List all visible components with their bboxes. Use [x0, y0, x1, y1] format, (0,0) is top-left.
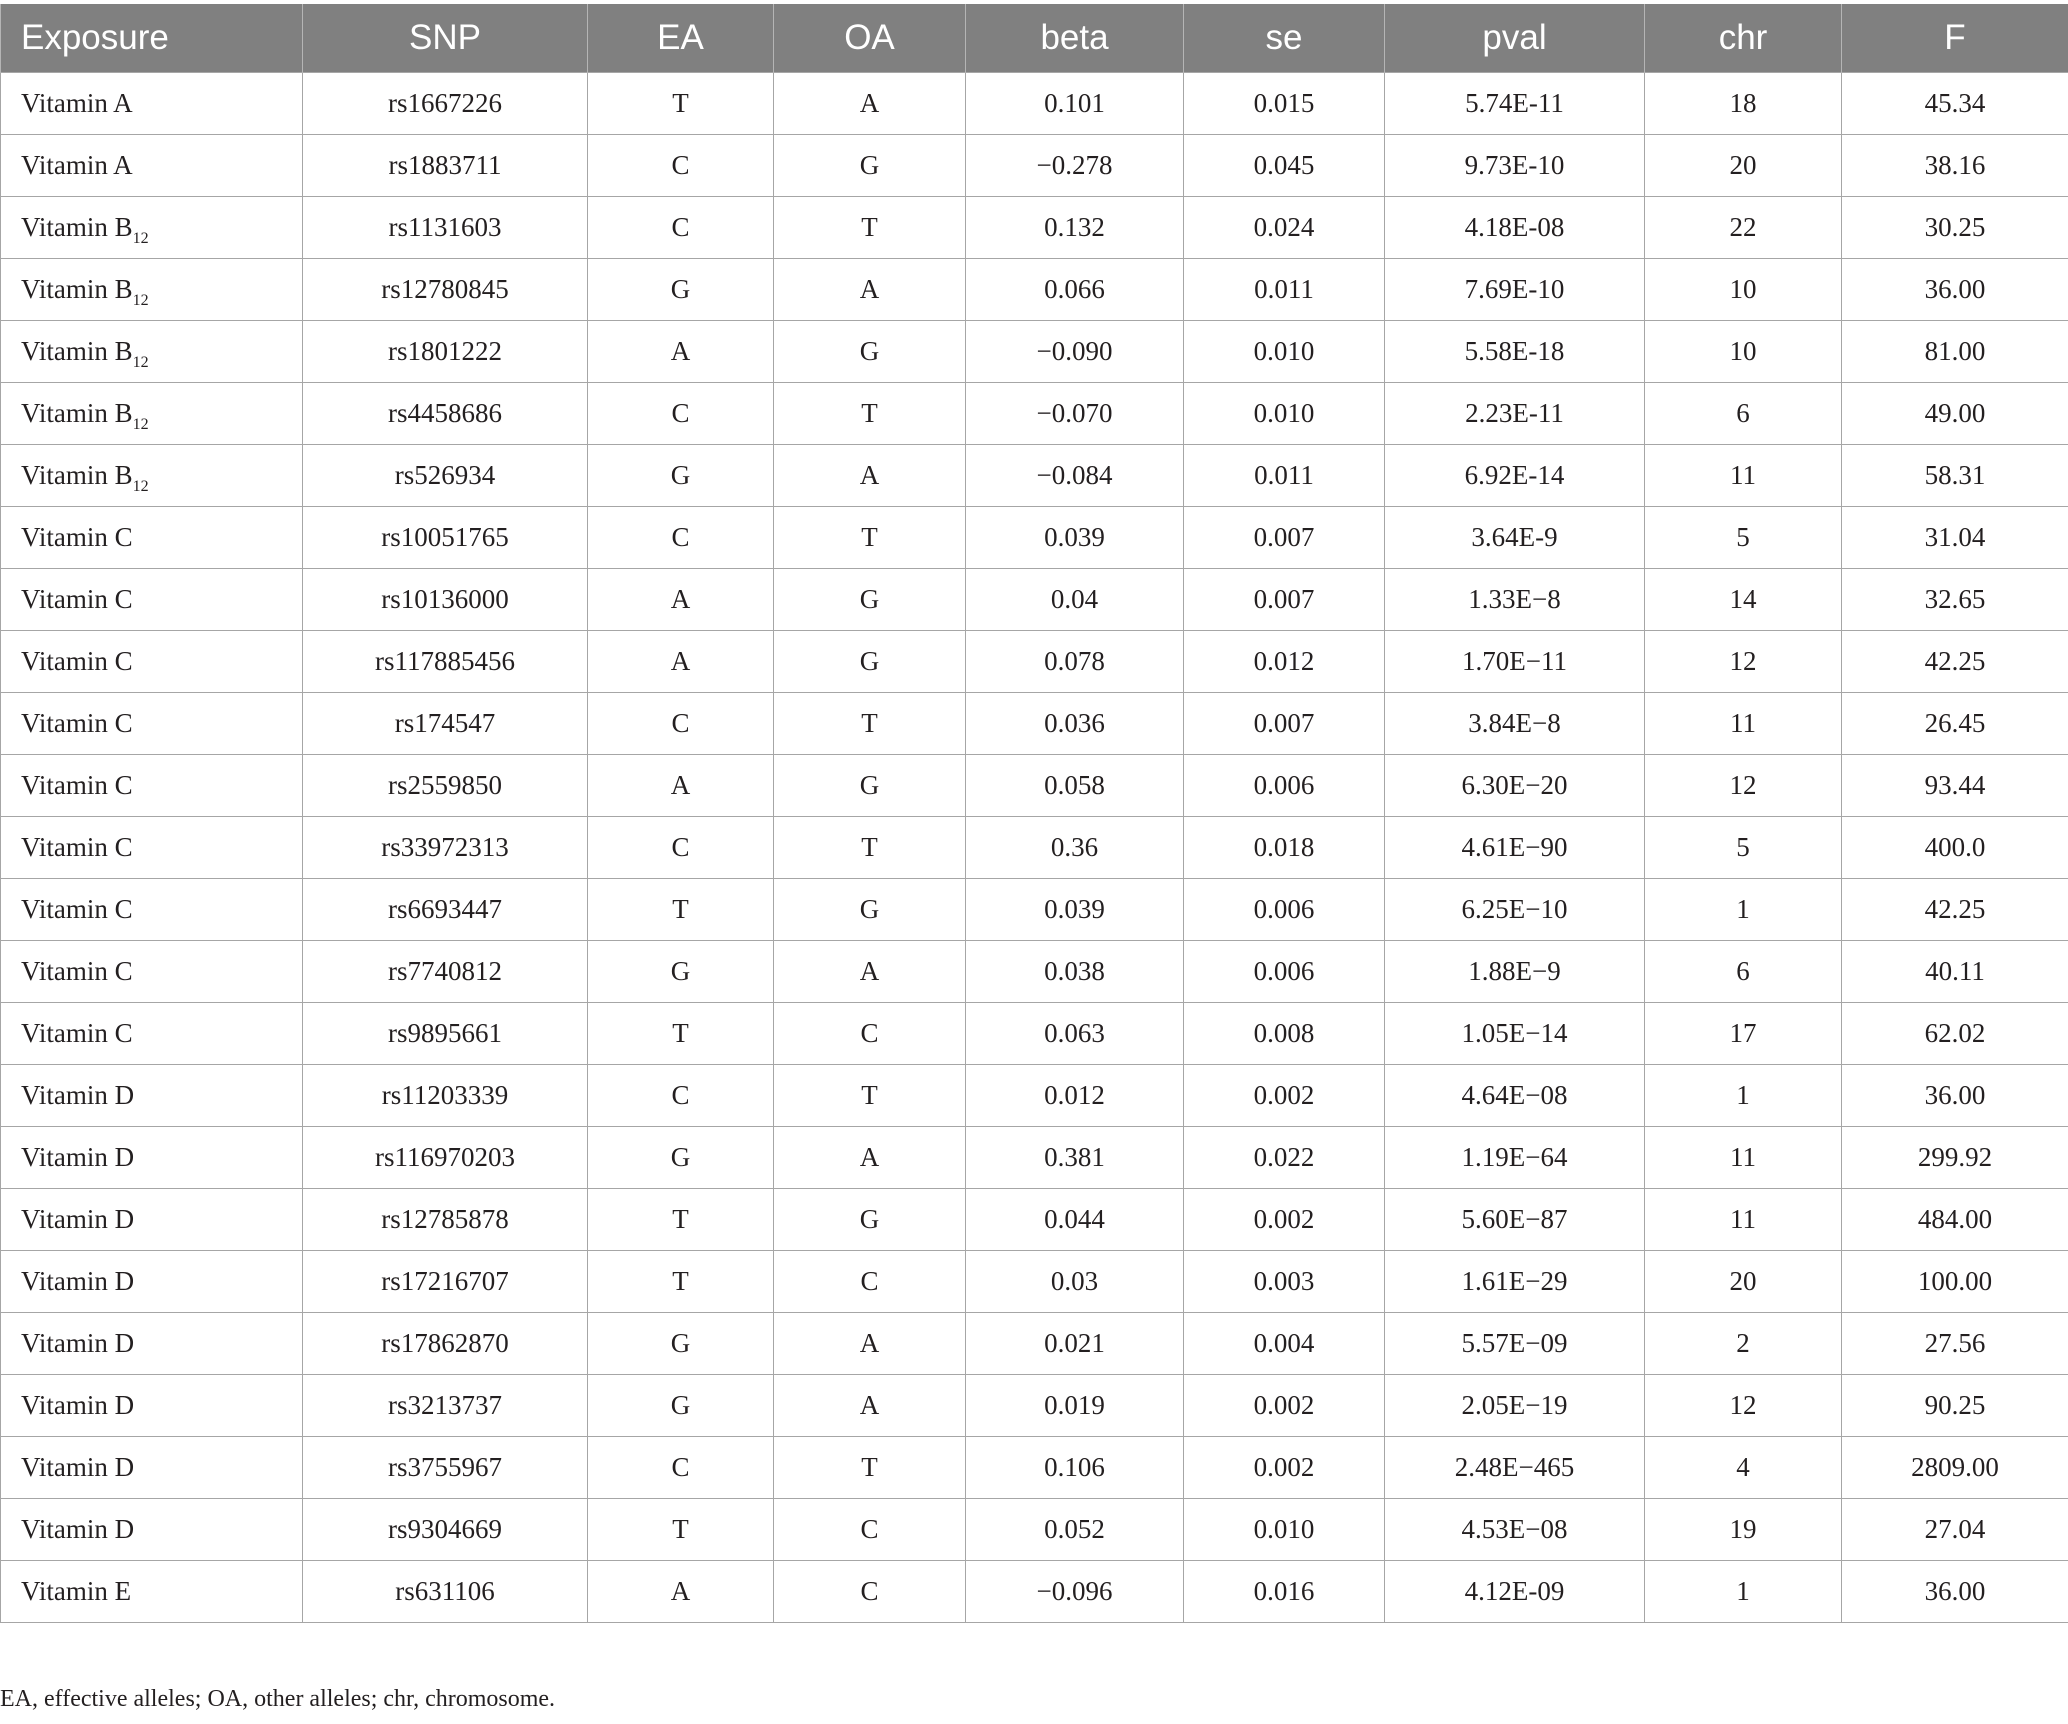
cell-exposure — [1, 507, 303, 569]
exposure-name: Vitamin C — [21, 584, 133, 614]
column-header-se: se — [1184, 4, 1385, 73]
table-row — [1, 1437, 2068, 1499]
cell-f: 40.11 — [1842, 941, 2068, 1003]
cell-ea: A — [588, 569, 774, 631]
cell-f: 93.44 — [1842, 755, 2068, 817]
cell-snp: rs3755967 — [303, 1437, 588, 1499]
table-row — [1, 1313, 2068, 1375]
cell-beta: 0.058 — [966, 755, 1184, 817]
cell-f: 36.00 — [1842, 259, 2068, 321]
cell-oa: C — [774, 1499, 966, 1561]
cell-se: 0.011 — [1184, 259, 1385, 321]
cell-oa: G — [774, 135, 966, 197]
cell-beta: −0.090 — [966, 321, 1184, 383]
cell-ea: C — [588, 817, 774, 879]
cell-snp: rs1667226 — [303, 73, 588, 135]
cell-exposure — [1, 1251, 303, 1313]
table-row — [1, 1127, 2068, 1189]
cell-ea: T — [588, 1003, 774, 1065]
cell-beta: 0.052 — [966, 1499, 1184, 1561]
table-row — [1, 507, 2068, 569]
cell-beta: 0.044 — [966, 1189, 1184, 1251]
cell-se: 0.007 — [1184, 693, 1385, 755]
table-row — [1, 631, 2068, 693]
cell-beta: 0.012 — [966, 1065, 1184, 1127]
cell-oa: A — [774, 1375, 966, 1437]
cell-pval: 5.74E-11 — [1385, 73, 1645, 135]
cell-oa: G — [774, 321, 966, 383]
cell-snp: rs33972313 — [303, 817, 588, 879]
exposure-name: Vitamin D — [21, 1204, 135, 1234]
cell-pval: 7.69E-10 — [1385, 259, 1645, 321]
cell-f: 30.25 — [1842, 197, 2068, 259]
cell-se: 0.003 — [1184, 1251, 1385, 1313]
cell-se: 0.002 — [1184, 1437, 1385, 1499]
cell-f: 27.04 — [1842, 1499, 2068, 1561]
cell-pval: 5.60E−87 — [1385, 1189, 1645, 1251]
cell-beta: 0.038 — [966, 941, 1184, 1003]
cell-snp: rs12780845 — [303, 259, 588, 321]
cell-ea: C — [588, 507, 774, 569]
cell-pval: 1.88E−9 — [1385, 941, 1645, 1003]
exposure-name: Vitamin D — [21, 1266, 135, 1296]
cell-oa: A — [774, 1127, 966, 1189]
cell-pval: 3.84E−8 — [1385, 693, 1645, 755]
table-header — [1, 4, 2068, 73]
exposure-name: Vitamin C — [21, 646, 133, 676]
column-header-exposure: Exposure — [1, 4, 303, 73]
cell-beta: 0.036 — [966, 693, 1184, 755]
cell-oa: G — [774, 879, 966, 941]
cell-oa: T — [774, 507, 966, 569]
cell-chr: 10 — [1645, 321, 1842, 383]
cell-se: 0.010 — [1184, 321, 1385, 383]
cell-exposure — [1, 1375, 303, 1437]
table-row — [1, 879, 2068, 941]
cell-pval: 6.30E−20 — [1385, 755, 1645, 817]
table-row — [1, 445, 2068, 507]
cell-f: 484.00 — [1842, 1189, 2068, 1251]
cell-f: 45.34 — [1842, 73, 2068, 135]
column-header-ea: EA — [588, 4, 774, 73]
cell-ea: A — [588, 321, 774, 383]
table-row — [1, 1561, 2068, 1623]
cell-oa: G — [774, 569, 966, 631]
table-row — [1, 693, 2068, 755]
table-row — [1, 321, 2068, 383]
cell-pval: 1.61E−29 — [1385, 1251, 1645, 1313]
table-row — [1, 1251, 2068, 1313]
cell-snp: rs10051765 — [303, 507, 588, 569]
cell-chr: 1 — [1645, 1065, 1842, 1127]
exposure-name: Vitamin A — [21, 150, 133, 180]
table-row — [1, 569, 2068, 631]
cell-snp: rs116970203 — [303, 1127, 588, 1189]
table-row — [1, 1189, 2068, 1251]
cell-ea: G — [588, 941, 774, 1003]
cell-beta: 0.021 — [966, 1313, 1184, 1375]
exposure-name: Vitamin B — [21, 336, 133, 366]
cell-oa: C — [774, 1251, 966, 1313]
cell-exposure — [1, 879, 303, 941]
cell-snp: rs1883711 — [303, 135, 588, 197]
cell-se: 0.012 — [1184, 631, 1385, 693]
cell-se: 0.007 — [1184, 569, 1385, 631]
cell-ea: T — [588, 1251, 774, 1313]
cell-f: 31.04 — [1842, 507, 2068, 569]
cell-pval: 4.12E-09 — [1385, 1561, 1645, 1623]
table-row — [1, 73, 2068, 135]
cell-f: 62.02 — [1842, 1003, 2068, 1065]
header-row — [1, 4, 2068, 73]
cell-beta: 0.019 — [966, 1375, 1184, 1437]
cell-f: 58.31 — [1842, 445, 2068, 507]
table-row — [1, 941, 2068, 1003]
cell-chr: 11 — [1645, 1189, 1842, 1251]
cell-exposure — [1, 569, 303, 631]
cell-oa: A — [774, 445, 966, 507]
cell-se: 0.004 — [1184, 1313, 1385, 1375]
cell-ea: A — [588, 1561, 774, 1623]
cell-exposure — [1, 1189, 303, 1251]
cell-f: 2809.00 — [1842, 1437, 2068, 1499]
cell-beta: 0.132 — [966, 197, 1184, 259]
cell-chr: 22 — [1645, 197, 1842, 259]
exposure-name: Vitamin C — [21, 894, 133, 924]
cell-oa: T — [774, 383, 966, 445]
cell-oa: A — [774, 941, 966, 1003]
cell-exposure — [1, 817, 303, 879]
cell-pval: 2.48E−465 — [1385, 1437, 1645, 1499]
table-row — [1, 259, 2068, 321]
cell-beta: 0.063 — [966, 1003, 1184, 1065]
cell-f: 36.00 — [1842, 1561, 2068, 1623]
cell-chr: 2 — [1645, 1313, 1842, 1375]
cell-snp: rs17862870 — [303, 1313, 588, 1375]
cell-exposure — [1, 941, 303, 1003]
cell-f: 400.0 — [1842, 817, 2068, 879]
cell-se: 0.011 — [1184, 445, 1385, 507]
table-row — [1, 1499, 2068, 1561]
cell-ea: T — [588, 1499, 774, 1561]
cell-pval: 1.19E−64 — [1385, 1127, 1645, 1189]
cell-chr: 6 — [1645, 941, 1842, 1003]
cell-oa: G — [774, 755, 966, 817]
cell-chr: 19 — [1645, 1499, 1842, 1561]
cell-se: 0.015 — [1184, 73, 1385, 135]
cell-oa: T — [774, 1065, 966, 1127]
cell-chr: 20 — [1645, 135, 1842, 197]
cell-se: 0.007 — [1184, 507, 1385, 569]
cell-oa: A — [774, 1313, 966, 1375]
cell-chr: 12 — [1645, 631, 1842, 693]
cell-snp: rs9304669 — [303, 1499, 588, 1561]
cell-f: 38.16 — [1842, 135, 2068, 197]
cell-snp: rs3213737 — [303, 1375, 588, 1437]
cell-pval: 3.64E-9 — [1385, 507, 1645, 569]
cell-chr: 14 — [1645, 569, 1842, 631]
exposure-subscript: 12 — [132, 354, 149, 371]
cell-pval: 2.23E-11 — [1385, 383, 1645, 445]
cell-beta: 0.381 — [966, 1127, 1184, 1189]
cell-beta: 0.36 — [966, 817, 1184, 879]
cell-se: 0.008 — [1184, 1003, 1385, 1065]
cell-ea: C — [588, 1065, 774, 1127]
cell-snp: rs1131603 — [303, 197, 588, 259]
data-table — [0, 4, 2068, 1623]
cell-oa: A — [774, 73, 966, 135]
cell-pval: 5.58E-18 — [1385, 321, 1645, 383]
exposure-name: Vitamin B — [21, 460, 133, 490]
cell-oa: G — [774, 631, 966, 693]
cell-se: 0.002 — [1184, 1065, 1385, 1127]
cell-f: 42.25 — [1842, 631, 2068, 693]
cell-se: 0.010 — [1184, 383, 1385, 445]
cell-snp: rs17216707 — [303, 1251, 588, 1313]
cell-exposure — [1, 383, 303, 445]
cell-f: 299.92 — [1842, 1127, 2068, 1189]
cell-ea: A — [588, 631, 774, 693]
cell-ea: G — [588, 1375, 774, 1437]
cell-beta: 0.039 — [966, 879, 1184, 941]
cell-exposure — [1, 1437, 303, 1499]
cell-f: 90.25 — [1842, 1375, 2068, 1437]
cell-f: 100.00 — [1842, 1251, 2068, 1313]
cell-pval: 1.05E−14 — [1385, 1003, 1645, 1065]
cell-pval: 5.57E−09 — [1385, 1313, 1645, 1375]
exposure-name: Vitamin D — [21, 1080, 135, 1110]
exposure-name: Vitamin A — [21, 88, 133, 118]
table-body — [1, 73, 2068, 1623]
cell-beta: −0.070 — [966, 383, 1184, 445]
cell-oa: T — [774, 197, 966, 259]
cell-snp: rs1801222 — [303, 321, 588, 383]
exposure-name: Vitamin C — [21, 770, 133, 800]
cell-exposure — [1, 755, 303, 817]
table-row — [1, 1375, 2068, 1437]
cell-pval: 9.73E-10 — [1385, 135, 1645, 197]
column-header-f: F — [1842, 4, 2068, 73]
exposure-name: Vitamin C — [21, 1018, 133, 1048]
exposure-name: Vitamin D — [21, 1514, 135, 1544]
exposure-name: Vitamin C — [21, 708, 133, 738]
cell-se: 0.024 — [1184, 197, 1385, 259]
cell-chr: 11 — [1645, 693, 1842, 755]
cell-beta: 0.03 — [966, 1251, 1184, 1313]
cell-chr: 5 — [1645, 507, 1842, 569]
cell-oa: A — [774, 259, 966, 321]
cell-exposure — [1, 1313, 303, 1375]
cell-oa: T — [774, 1437, 966, 1499]
column-header-pval: pval — [1385, 4, 1645, 73]
table-row — [1, 135, 2068, 197]
cell-chr: 12 — [1645, 1375, 1842, 1437]
cell-exposure — [1, 693, 303, 755]
cell-oa: T — [774, 817, 966, 879]
cell-chr: 17 — [1645, 1003, 1842, 1065]
column-header-oa: OA — [774, 4, 966, 73]
cell-exposure — [1, 1127, 303, 1189]
cell-f: 81.00 — [1842, 321, 2068, 383]
cell-pval: 1.33E−8 — [1385, 569, 1645, 631]
cell-chr: 18 — [1645, 73, 1842, 135]
table-row — [1, 755, 2068, 817]
cell-f: 36.00 — [1842, 1065, 2068, 1127]
cell-ea: A — [588, 755, 774, 817]
column-header-beta: beta — [966, 4, 1184, 73]
cell-snp: rs6693447 — [303, 879, 588, 941]
cell-exposure — [1, 1499, 303, 1561]
cell-snp: rs7740812 — [303, 941, 588, 1003]
cell-chr: 6 — [1645, 383, 1842, 445]
cell-se: 0.018 — [1184, 817, 1385, 879]
cell-pval: 4.61E−90 — [1385, 817, 1645, 879]
table-footnote: EA, effective alleles; OA, other alleles; chr, chromosome. — [0, 1686, 556, 1712]
cell-snp: rs631106 — [303, 1561, 588, 1623]
cell-exposure — [1, 135, 303, 197]
cell-se: 0.006 — [1184, 755, 1385, 817]
table-row — [1, 197, 2068, 259]
exposure-name: Vitamin D — [21, 1390, 135, 1420]
cell-pval: 6.92E-14 — [1385, 445, 1645, 507]
cell-snp: rs2559850 — [303, 755, 588, 817]
cell-exposure — [1, 73, 303, 135]
cell-beta: 0.04 — [966, 569, 1184, 631]
cell-beta: −0.096 — [966, 1561, 1184, 1623]
exposure-name: Vitamin B — [21, 398, 133, 428]
cell-ea: C — [588, 383, 774, 445]
cell-se: 0.045 — [1184, 135, 1385, 197]
cell-ea: T — [588, 73, 774, 135]
cell-chr: 12 — [1645, 755, 1842, 817]
exposure-subscript: 12 — [132, 292, 149, 309]
table-row — [1, 1003, 2068, 1065]
cell-beta: 0.106 — [966, 1437, 1184, 1499]
cell-oa: C — [774, 1003, 966, 1065]
cell-pval: 6.25E−10 — [1385, 879, 1645, 941]
cell-ea: C — [588, 693, 774, 755]
cell-chr: 4 — [1645, 1437, 1842, 1499]
cell-f: 49.00 — [1842, 383, 2068, 445]
cell-snp: rs10136000 — [303, 569, 588, 631]
exposure-name: Vitamin E — [21, 1576, 132, 1606]
cell-exposure — [1, 197, 303, 259]
cell-se: 0.002 — [1184, 1375, 1385, 1437]
cell-chr: 11 — [1645, 445, 1842, 507]
cell-f: 26.45 — [1842, 693, 2068, 755]
cell-f: 32.65 — [1842, 569, 2068, 631]
cell-ea: G — [588, 445, 774, 507]
cell-exposure — [1, 321, 303, 383]
cell-chr: 1 — [1645, 879, 1842, 941]
exposure-name: Vitamin B — [21, 274, 133, 304]
cell-ea: T — [588, 879, 774, 941]
cell-exposure — [1, 1561, 303, 1623]
cell-pval: 1.70E−11 — [1385, 631, 1645, 693]
cell-pval: 4.18E-08 — [1385, 197, 1645, 259]
cell-chr: 1 — [1645, 1561, 1842, 1623]
cell-se: 0.016 — [1184, 1561, 1385, 1623]
cell-exposure — [1, 631, 303, 693]
cell-ea: C — [588, 197, 774, 259]
exposure-name: Vitamin D — [21, 1452, 135, 1482]
cell-snp: rs526934 — [303, 445, 588, 507]
cell-snp: rs11203339 — [303, 1065, 588, 1127]
cell-exposure — [1, 445, 303, 507]
cell-se: 0.006 — [1184, 941, 1385, 1003]
column-header-snp: SNP — [303, 4, 588, 73]
cell-beta: −0.278 — [966, 135, 1184, 197]
table-container — [0, 4, 2068, 1623]
cell-exposure — [1, 259, 303, 321]
cell-snp: rs174547 — [303, 693, 588, 755]
cell-ea: T — [588, 1189, 774, 1251]
table-row — [1, 1065, 2068, 1127]
cell-ea: G — [588, 1313, 774, 1375]
cell-ea: C — [588, 135, 774, 197]
exposure-name: Vitamin B — [21, 212, 133, 242]
cell-oa: G — [774, 1189, 966, 1251]
cell-exposure — [1, 1065, 303, 1127]
cell-se: 0.002 — [1184, 1189, 1385, 1251]
cell-beta: 0.078 — [966, 631, 1184, 693]
cell-ea: C — [588, 1437, 774, 1499]
exposure-name: Vitamin C — [21, 832, 133, 862]
cell-beta: 0.101 — [966, 73, 1184, 135]
exposure-name: Vitamin D — [21, 1328, 135, 1358]
cell-ea: G — [588, 1127, 774, 1189]
cell-pval: 4.53E−08 — [1385, 1499, 1645, 1561]
cell-oa: C — [774, 1561, 966, 1623]
table-row — [1, 383, 2068, 445]
cell-pval: 2.05E−19 — [1385, 1375, 1645, 1437]
exposure-name: Vitamin D — [21, 1142, 135, 1172]
cell-beta: 0.066 — [966, 259, 1184, 321]
cell-beta: −0.084 — [966, 445, 1184, 507]
cell-chr: 11 — [1645, 1127, 1842, 1189]
cell-chr: 5 — [1645, 817, 1842, 879]
cell-se: 0.022 — [1184, 1127, 1385, 1189]
cell-pval: 4.64E−08 — [1385, 1065, 1645, 1127]
exposure-name: Vitamin C — [21, 522, 133, 552]
cell-beta: 0.039 — [966, 507, 1184, 569]
cell-f: 42.25 — [1842, 879, 2068, 941]
exposure-subscript: 12 — [132, 416, 149, 433]
cell-exposure — [1, 1003, 303, 1065]
cell-oa: T — [774, 693, 966, 755]
exposure-subscript: 12 — [132, 478, 149, 495]
cell-snp: rs12785878 — [303, 1189, 588, 1251]
column-header-chr: chr — [1645, 4, 1842, 73]
cell-se: 0.010 — [1184, 1499, 1385, 1561]
cell-chr: 20 — [1645, 1251, 1842, 1313]
table-row — [1, 817, 2068, 879]
cell-chr: 10 — [1645, 259, 1842, 321]
cell-snp: rs9895661 — [303, 1003, 588, 1065]
exposure-subscript: 12 — [132, 230, 149, 247]
cell-snp: rs117885456 — [303, 631, 588, 693]
cell-se: 0.006 — [1184, 879, 1385, 941]
cell-f: 27.56 — [1842, 1313, 2068, 1375]
cell-ea: G — [588, 259, 774, 321]
cell-snp: rs4458686 — [303, 383, 588, 445]
exposure-name: Vitamin C — [21, 956, 133, 986]
